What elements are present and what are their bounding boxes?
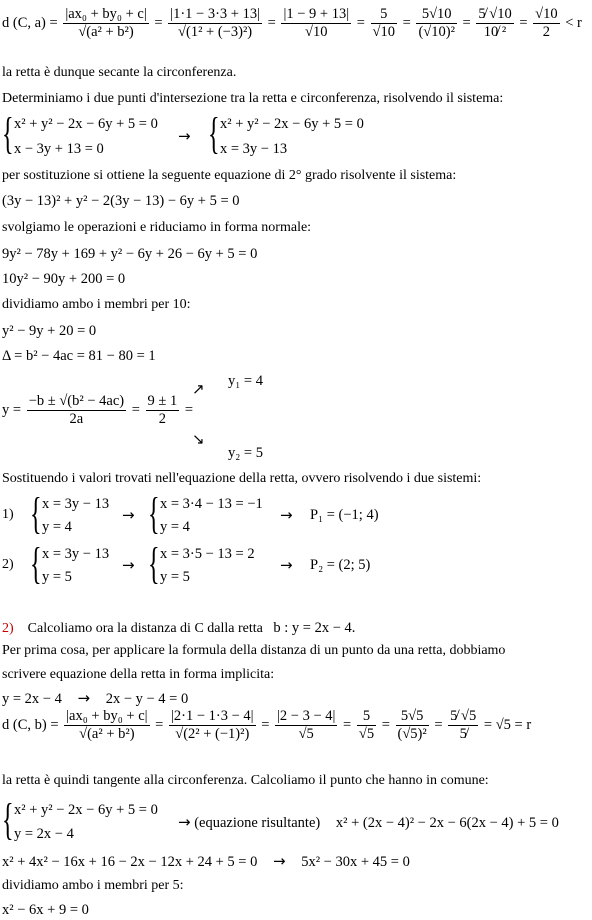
system-line: y = 4 (42, 519, 72, 535)
text-line: Determiniamo i due punti d'intersezione tra la retta e circonferenza, risolvendo il sistema: (2, 91, 504, 106)
text-line: dividiamo ambo i membri per 5: (2, 878, 184, 893)
brace-icon: { (30, 489, 42, 538)
arrow-right-icon: → (280, 556, 293, 574)
text-line: Per prima cosa, per applicare la formula della distanza di un punto da una retta, dobbiamo (2, 643, 506, 658)
text-line: svolgiamo le operazioni e riduciamo in forma normale: (2, 220, 312, 235)
fraction-step2: $\frac{|1 - 9 + 13|}{√10}$ (283, 6, 350, 40)
arrow-right-icon: → (280, 506, 293, 524)
text-line: la retta è dunque secante la circonferenza. (2, 65, 237, 80)
distance-a-formula: d (C, a) = $\frac{\text{|ax₀ + by₀ + c|}}{\text{√(a² + b²)}}$ = $\frac{|1\cdot 1 - 3\cdot 3 + 13|}{\text{√(1² + (−3)²)}}$ = $\frac{|1 - 9 + 13|}{√10}$ = $\frac{5}{√10}$ = $\frac{5√10}{\text{(√10)²}}$ = $\frac{5̸ √10}{\text{10̸ ²}}$ = $\frac{√10}{2}$ < r (2, 6, 582, 40)
arrow-right-icon: → (273, 852, 286, 870)
system-line: x = 3y − 13 (220, 141, 288, 157)
brace-icon: { (30, 539, 42, 588)
arrow-right-icon: → (178, 127, 191, 145)
equation-line: Δ = b² − 4ac = 81 − 80 = 1 (2, 348, 156, 364)
solution-y1: y₁ = 4 (228, 373, 263, 389)
brace-icon: { (2, 109, 14, 158)
fraction-step4: $\frac{5√10}{\text{(√10)²}}$ (418, 6, 455, 40)
system-line: y = 2x − 4 (14, 826, 74, 842)
item-label: 2) (2, 557, 14, 572)
arrow-right-icon: → (178, 813, 191, 831)
text-line: Sostituendo i valori trovati nell'equazione della retta, ovvero risolvendo i due sistemi: (2, 471, 482, 486)
system-line: x = 3y − 13 (42, 496, 110, 512)
distance-b-formula: d (C, b) = $\frac{\text{|ax₀ + by₀ + c|}}{\text{√(a² + b²)}}$ = $\frac{|2\cdot 1 - 1\cdot 3 - 4|}{\text{√(2² + (−1)²)}}$ = $\frac{|2 - 3 - 4|}{√5}$ = $\frac{5}{√5}$ = $\frac{5√5}{\text{(√5)²}}$ = $\frac{5̸ √5}{5̸}$ = √5 = r (2, 708, 532, 742)
fraction-step1: $\frac{|2\cdot 1 - 1\cdot 3 - 4|}{\text{√(2² + (−1)²)}}$ (170, 708, 254, 742)
distance-a-lhs: d (C, a) = (2, 14, 58, 31)
arrow-right-icon: → (122, 506, 135, 524)
section-number: 2) (2, 621, 14, 636)
item-label: 1) (2, 507, 14, 522)
arrow-right-icon: → (122, 556, 135, 574)
fraction-general: $\frac{\text{|ax₀ + by₀ + c|}}{\text{√(a² + b²)}}$ (65, 6, 147, 40)
equation-line: x² + 4x² − 16x + 16 − 2x − 12x + 24 + 5 = 0 → 5x² − 30x + 45 = 0 (2, 852, 410, 870)
fraction-step1: $\frac{|1\cdot 1 - 3\cdot 3 + 13|}{\text{√(1² + (−3)²)}}$ (170, 6, 260, 40)
brace-icon: { (148, 539, 160, 588)
equation-line: (3y − 13)² + y² − 2(3y − 13) − 6y + 5 = 0 (2, 193, 240, 209)
brace-icon: { (208, 109, 220, 158)
fraction-general: $\frac{\text{|ax₀ + by₀ + c|}}{\text{√(a² + b²)}}$ (66, 708, 148, 742)
system-line: x − 3y + 13 = 0 (14, 141, 104, 157)
fraction-step3: $\frac{5}{√10}$ (372, 6, 396, 40)
fraction-quadratic-values: $\frac{9 \pm 1}{2}$ (147, 393, 178, 427)
point-p1: P₁ = (−1; 4) (310, 507, 379, 523)
text-line: scrivere equazione della retta in forma implicita: (2, 667, 275, 682)
text-line: dividiamo ambo i membri per 10: (2, 297, 191, 312)
equation-line: 10y² − 90y + 200 = 0 (2, 271, 126, 287)
brace-icon: { (148, 489, 160, 538)
arrow-right-icon: → (77, 689, 91, 707)
text-line: per sostituzione si ottiene la seguente equazione di 2° grado risolvente il sistema: (2, 168, 457, 183)
system-line: y = 5 (42, 569, 72, 585)
arrow-up-right-icon: ↗ (192, 380, 205, 398)
arrow-down-right-icon: ↘ (192, 430, 205, 448)
point-p2: P₂ = (2; 5) (310, 557, 371, 573)
system-line: x = 3y − 13 (42, 546, 110, 562)
system-line: x = 3·5 − 13 = 2 (160, 546, 255, 562)
system-line: y = 4 (160, 519, 190, 535)
equation-line: x² − 6x + 9 = 0 (2, 902, 89, 918)
system-line: x² + y² − 2x − 6y + 5 = 0 (14, 802, 158, 818)
equation-line: y² − 9y + 20 = 0 (2, 323, 97, 339)
text-line: la retta è quindi tangente alla circonferenza. Calcoliamo il punto che hanno in comune: (2, 773, 489, 788)
system-line: y = 5 (160, 569, 190, 585)
system-line: x² + y² − 2x − 6y + 5 = 0 (220, 116, 364, 132)
section-heading: 2) Calcoliamo ora la distanza di C dalla retta b : y = 2x − 4. (2, 620, 356, 636)
quadratic-formula: y = $\frac{\text{−b ± √(b² − 4ac)}}{2a}$ = $\frac{9 \pm 1}{2}$ = (2, 393, 194, 427)
fraction-step3: $\frac{5}{√5}$ (358, 708, 375, 742)
solution-y2: y₂ = 5 (228, 445, 263, 461)
fraction-step6: $\frac{√10}{2}$ (535, 6, 558, 40)
fraction-step5: $\frac{5̸ √5}{5̸}$ (450, 708, 477, 742)
equation-line: → (equazione risultante) x² + (2x − 4)² − 2x − 6(2x − 4) + 5 = 0 (178, 813, 559, 831)
system-line: x² + y² − 2x − 6y + 5 = 0 (14, 116, 158, 132)
system-line: x = 3·4 − 13 = −1 (160, 496, 263, 512)
fraction-step4: $\frac{5√5}{\text{(√5)²}}$ (397, 708, 427, 742)
fraction-step2: $\frac{|2 - 3 - 4|}{√5}$ (277, 708, 336, 742)
equation-line: y = 2x − 4 → 2x − y − 4 = 0 (2, 689, 189, 707)
brace-icon: { (2, 795, 14, 844)
fraction-quadratic: $\frac{\text{−b ± √(b² − 4ac)}}{2a}$ (28, 393, 125, 427)
equation-line: 9y² − 78y + 169 + y² − 6y + 26 − 6y + 5 = 0 (2, 246, 258, 262)
fraction-step5: $\frac{5̸ √10}{\text{10̸ ²}}$ (478, 6, 512, 40)
